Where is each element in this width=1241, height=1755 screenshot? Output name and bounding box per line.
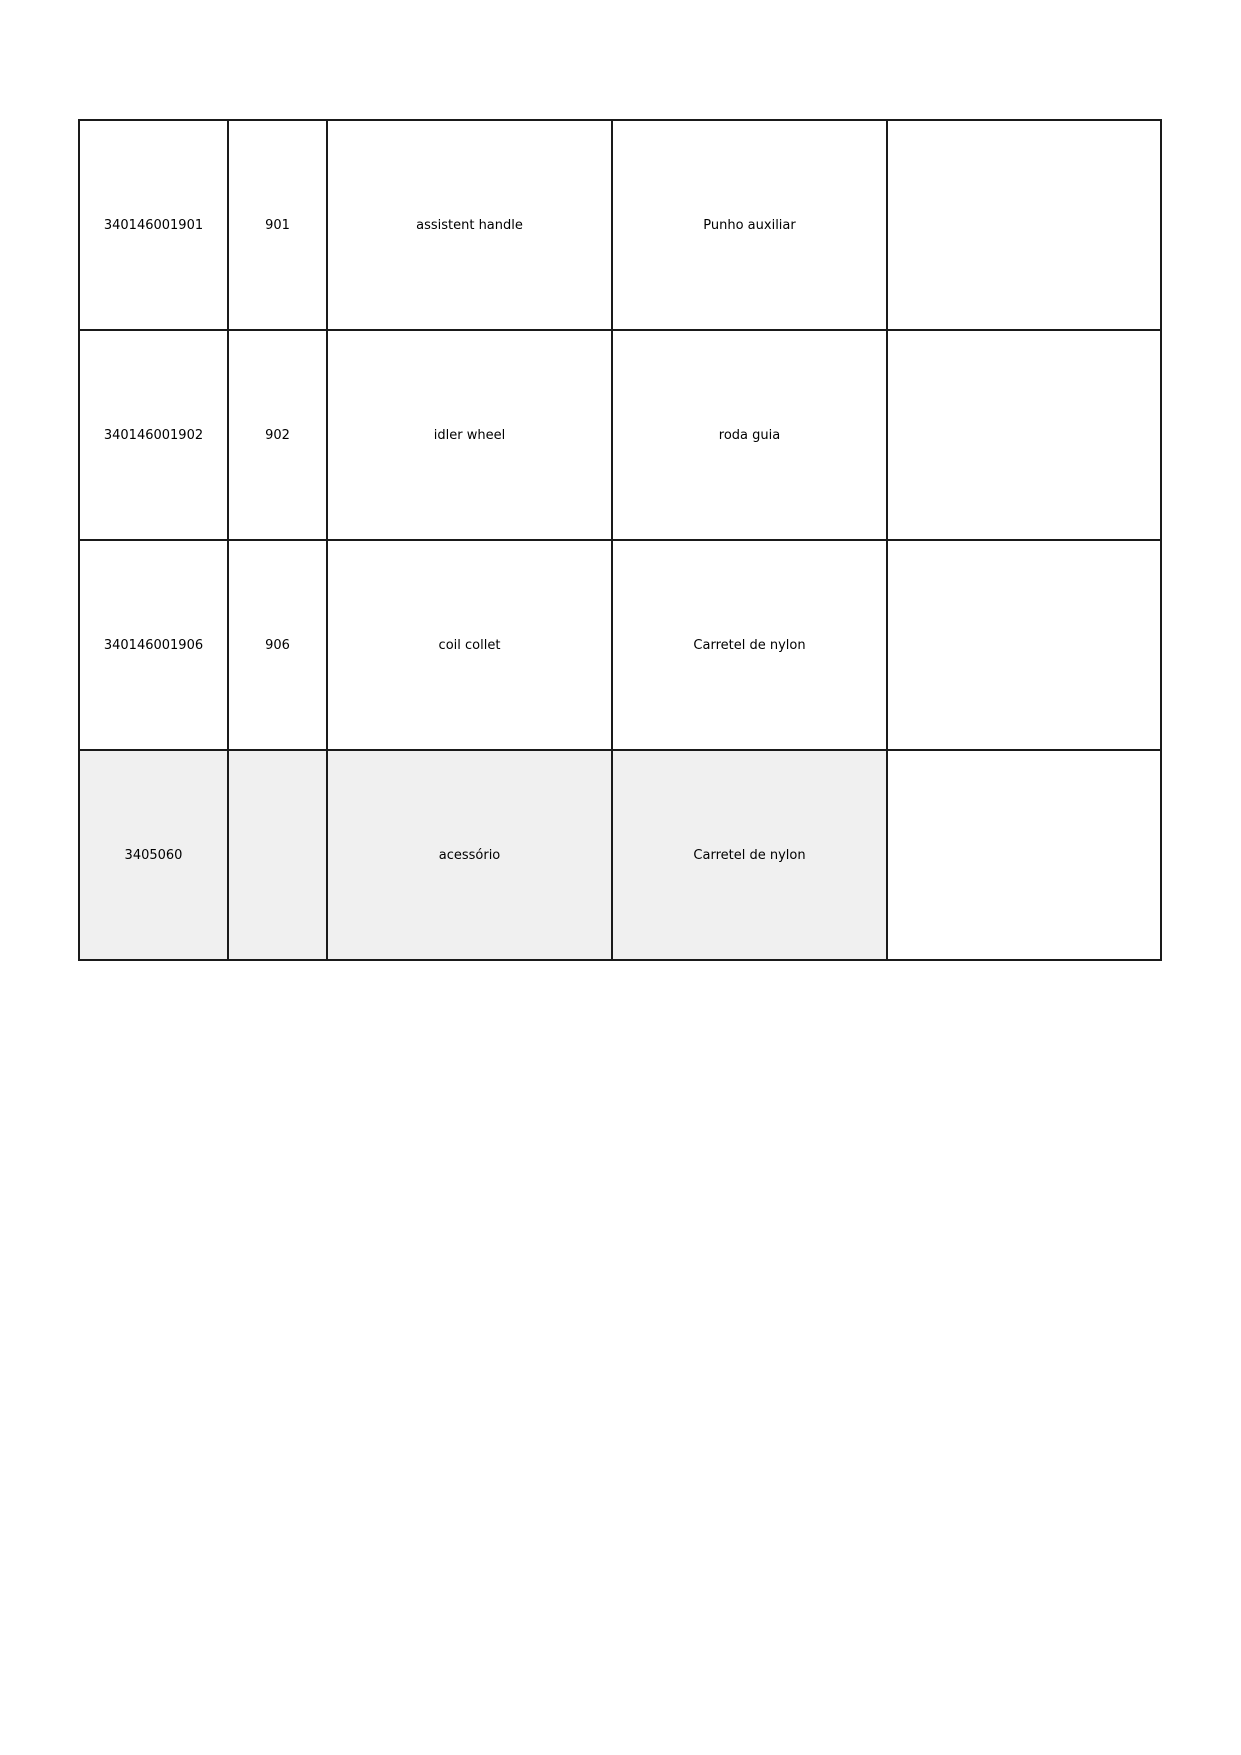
- description-en-cell: acessório: [327, 750, 612, 960]
- table-row: [79, 540, 1161, 750]
- part-code-cell: 3405060: [79, 750, 228, 960]
- notes-cell: [887, 120, 1161, 330]
- table-row: [79, 120, 1161, 330]
- position-cell: [228, 750, 327, 960]
- part-code-cell: 340146001901: [79, 120, 228, 330]
- position-cell: 901: [228, 120, 327, 330]
- description-en-cell: assistent handle: [327, 120, 612, 330]
- notes-cell: [887, 540, 1161, 750]
- description-pt-cell: roda guia: [612, 330, 887, 540]
- table-row: [79, 330, 1161, 540]
- table-row: [79, 750, 1161, 960]
- position-cell: 906: [228, 540, 327, 750]
- notes-cell: [887, 750, 1161, 960]
- description-en-cell: idler wheel: [327, 330, 612, 540]
- position-cell: 902: [228, 330, 327, 540]
- parts-table: [78, 119, 1162, 961]
- part-code-cell: 340146001902: [79, 330, 228, 540]
- notes-cell: [887, 330, 1161, 540]
- description-pt-cell: Carretel de nylon: [612, 750, 887, 960]
- part-code-cell: 340146001906: [79, 540, 228, 750]
- description-en-cell: coil collet: [327, 540, 612, 750]
- description-pt-cell: Carretel de nylon: [612, 540, 887, 750]
- description-pt-cell: Punho auxiliar: [612, 120, 887, 330]
